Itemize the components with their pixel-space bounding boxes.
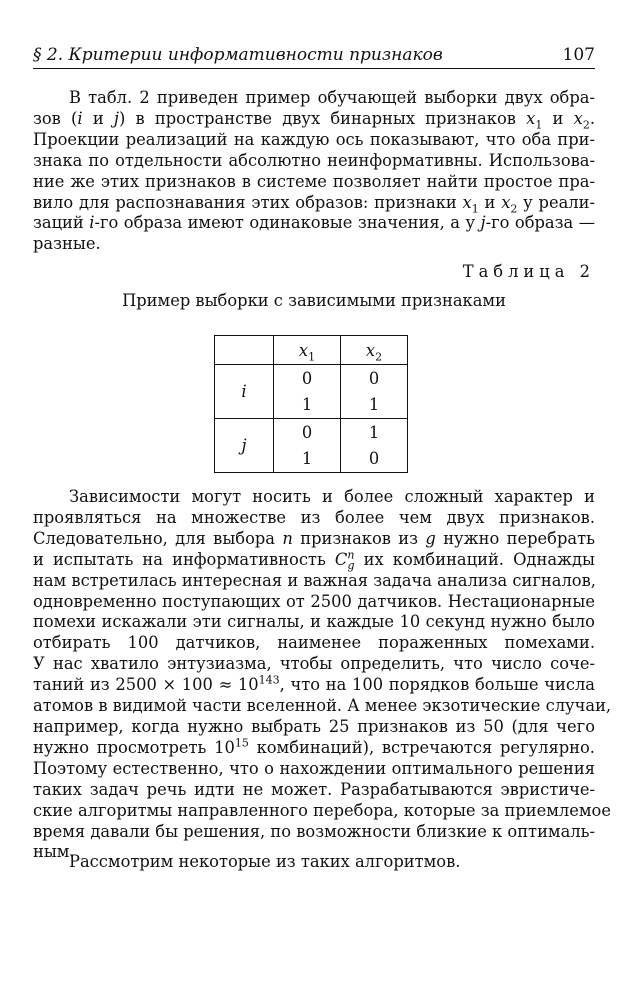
sample-table bbox=[214, 335, 408, 473]
section-title: § 2. Критерии информативности признаков bbox=[33, 45, 443, 65]
text-line: проявляться на множестве из более чем двух признаков. bbox=[33, 507, 595, 527]
value-cell: 0 1 bbox=[341, 365, 408, 419]
text-line: нужно просмотреть $10^{15}$ комбинаций), встречаются регулярно. bbox=[33, 736, 595, 757]
text-line: отбирать 100 датчиков, наименее пораженных помехами. bbox=[33, 633, 595, 653]
class-cell: i bbox=[215, 365, 274, 419]
text-line: одновременно поступающих от 2500 датчиков. Нестационарные bbox=[33, 591, 595, 611]
header-cell-x1: $x_1$ bbox=[274, 336, 341, 365]
text-line: Проекции реализаций на каждую ось показывают, что оба при- bbox=[33, 129, 595, 149]
value-cell: 1 0 bbox=[341, 419, 408, 473]
paragraph-closing bbox=[33, 852, 595, 873]
text-line: время давали бы решения, по возможности близкие к оптималь- bbox=[33, 821, 595, 841]
text-line: таких задач речь идти не может. Разрабатываются эвристиче- bbox=[33, 779, 595, 799]
paragraph-intro bbox=[33, 88, 595, 255]
value-cell: 0 1 bbox=[274, 365, 341, 419]
value-cell: 0 1 bbox=[274, 419, 341, 473]
text-line: Зависимости могут носить и более сложный характер и bbox=[69, 487, 595, 506]
text-line: разные. bbox=[33, 234, 101, 254]
text-line: заций i-го образа имеют одинаковые значения, а у j-го образа — bbox=[33, 213, 595, 233]
text-line: атомов в видимой части вселенной. А менее экзотические случаи, bbox=[33, 696, 612, 716]
text-line: зов (i и j) в пространстве двух бинарных признаков $x_1$ и $x_2$. bbox=[33, 108, 595, 132]
text-line: таний из $2500 \times 100 \approx 10^{143}$, что на 100 порядков больше числа bbox=[33, 673, 595, 695]
table-row bbox=[215, 365, 408, 419]
text-line: ские алгоритмы направленного перебора, которые за приемлемое bbox=[33, 800, 611, 820]
text-line: знака по отдельности абсолютно неинформативны. Использова- bbox=[33, 150, 595, 170]
text-line: и испытать на информативность $C^n_g$ их комбинаций. Однажды bbox=[33, 548, 595, 572]
text-line: ным. bbox=[33, 842, 75, 862]
text-line: Поэтому естественно, что о нахождении оптимального решения bbox=[33, 758, 595, 778]
text-line: помехи искажали эти сигналы, и каждые 10 секунд нужно было bbox=[33, 612, 595, 632]
text-line: вило для распознавания этих образов: признаки $x_1$ и $x_2$ у реали- bbox=[33, 192, 595, 215]
header-rule bbox=[33, 68, 595, 69]
page-number: 107 bbox=[562, 45, 595, 65]
table-label: Таблица 2 bbox=[462, 262, 595, 281]
table-row bbox=[215, 419, 408, 473]
text-line: У нас хватило энтузиазма, чтобы определить, что число соче- bbox=[33, 654, 595, 674]
text-line: нам встретилась интересная и важная задача анализа сигналов, bbox=[33, 570, 596, 590]
paragraph-dependencies bbox=[33, 487, 612, 863]
header-cell-x2: $x_2$ bbox=[341, 336, 408, 365]
running-head bbox=[33, 44, 595, 66]
text-line: Рассмотрим некоторые из таких алгоритмов. bbox=[69, 852, 461, 871]
text-line: В табл. 2 приведен пример обучающей выборки двух обра- bbox=[69, 88, 595, 107]
table-header-row bbox=[215, 336, 408, 365]
text-line: ние же этих признаков в системе позволяет найти простое пра- bbox=[33, 171, 595, 191]
class-cell: j bbox=[215, 419, 274, 473]
text-line: Следовательно, для выбора n признаков из g нужно перебрать bbox=[33, 528, 595, 548]
text-line: например, когда нужно выбрать 25 признаков из 50 (для чего bbox=[33, 716, 595, 736]
table-caption: Пример выборки с зависимыми признаками bbox=[122, 291, 506, 310]
header-cell-empty bbox=[215, 336, 274, 365]
